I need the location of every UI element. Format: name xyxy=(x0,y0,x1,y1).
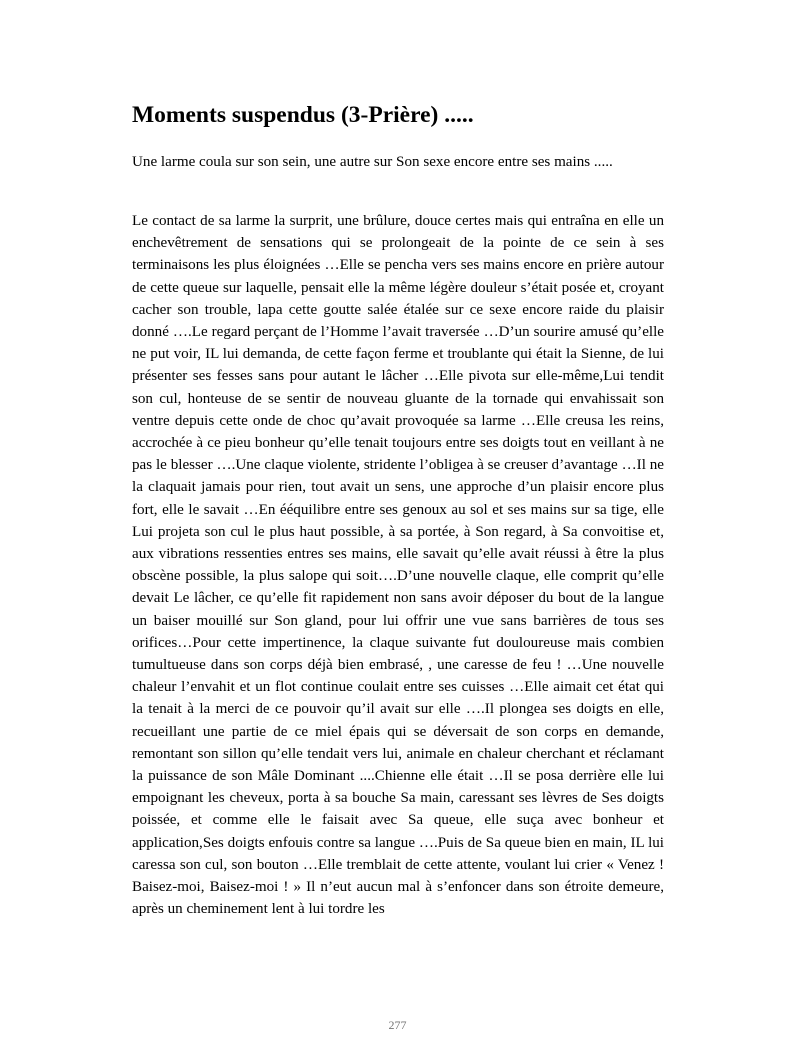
page-number: 277 xyxy=(388,1018,407,1032)
body-paragraph: Le contact de sa larme la surprit, une brûlure, douce certes mais qui entraîna en elle un enchevêtrement de sensations qui se prolongeait de la pointe de ce sein à ses terminaisons les plus éloignées …Elle se pencha vers ses mains encore en prière autour de cette queue sur laquelle, pensait elle la même légère douleur s’était posée et, croyant cacher son trouble, lapa cette goutte salée étalée sur ce sexe encore raide du plaisir donné ….Le regard perçant de l’Homme l’avait traversée …D’un sourire amusé qu’elle ne put voir, IL lui demanda, de cette façon ferme et troublante qui était la Sienne, de lui présenter ses fesses sans pour autant le lâcher …Elle pivota sur elle-même,Lui tendit son cul, honteuse de se sentir de nouveau gluante de la tornade qui envahissait son ventre depuis cette onde de choc qu’avait provoquée sa larme …Elle creusa les reins, accrochée à ce pieu bonheur qu’elle tenait toujours entre ses doigts tout en veillant à ne pas le blesser ….Une claque violente, stridente l’obligea à se creuser d’avantage …Il ne la claquait jamais pour rien, tout avait un sens, une approche d’un plaisir encore plus fort, elle le savait …En ééquilibre entre ses genoux au sol et ses mains sur sa tige, elle Lui projeta son cul le plus haut possible, à sa portée, à Son regard, à Sa convoitise et, aux vibrations ressenties entres ses mains, elle savait qu’elle avait réussi à être la plus obscène possible, la plus salope qui soit….D’une nouvelle claque, elle comprit qu’elle devait Le lâcher, ce qu’elle fit rapidement non sans avoir déposer du bout de la langue un baiser mouillé sur Son gland, pour lui offrir une vue sans barrières de tous ses orifices…Pour cette impertinence, la claque suivante fut douloureuse mais combien tumultueuse dans son corps déjà bien embrasé, , une caresse de feu ! …Une nouvelle chaleur l’envahit et un flot continue coulait entre ses cuisses …Elle aimait cet état qui la tenait à la merci de ce pouvoir qu’il avait sur elle ….Il plongea ses doigts en elle, recueillant une partie de ce miel épais qui se déversait de son corps en demande, remontant son sillon qu’elle tendait vers lui, animale en chaleur cherchant et réclamant la puissance de son Mâle Dominant ....Chienne elle était …Il se posa derrière elle lui empoignant les cheveux, porta à sa bouche Sa main, caressant ses lèvres de Ses doigts poissée, et comme elle le faisait avec Sa queue, elle suça avec bonheur et application,Ses doigts enfouis contre sa langue ….Puis de Sa queue bien en main, IL lui caressa son cul, son bouton …Elle tremblait de cette attente, voulant lui crier « Venez ! Baisez-moi, Baisez-moi ! » Il n’eut aucun mal à s’enfoncer dans son étroite demeure, après un cheminement lent à lui tordre les xyxy=(132,213,664,918)
page-title: Moments suspendus (3-Prière) ..... xyxy=(132,102,474,128)
intro-paragraph: Une larme coula sur son sein, une autre sur Son sexe encore entre ses mains ..... xyxy=(132,154,613,170)
